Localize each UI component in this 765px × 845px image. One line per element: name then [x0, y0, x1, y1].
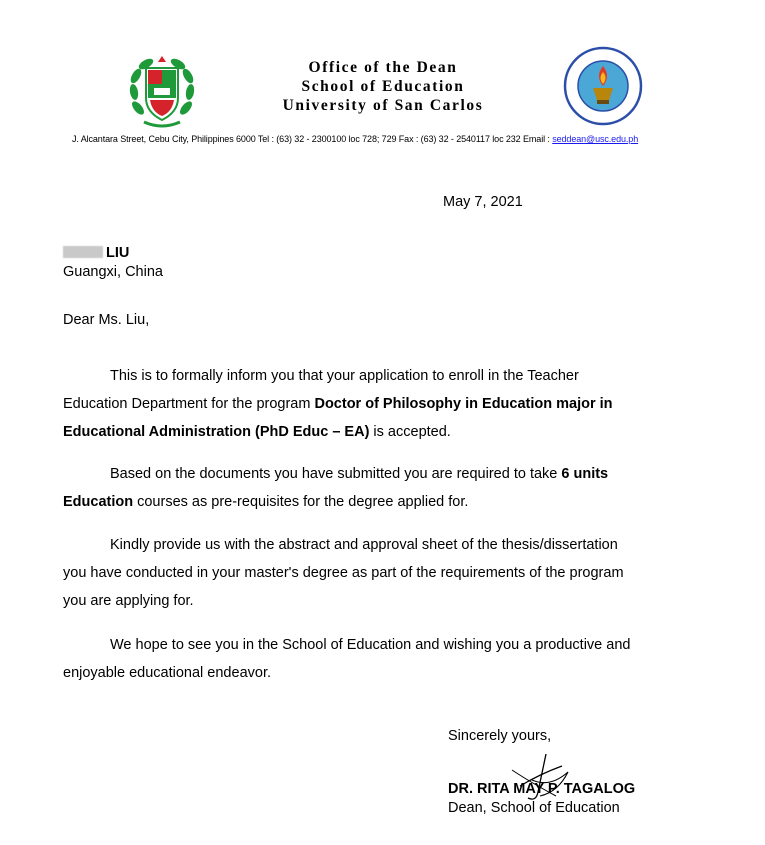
paragraph-line: [63, 488, 703, 516]
paragraph-line: enjoyable educational endeavor.: [63, 665, 271, 681]
program-major-bold: Educational Administration (PhD Educ – EA): [63, 424, 370, 440]
university-title: University of San Carlos: [282, 97, 484, 114]
text-segment: Based on the documents you have submitted you are required to take: [110, 466, 562, 482]
school-of-education-seal-logo: [563, 46, 643, 126]
paragraph-line: Kindly provide us with the abstract and approval sheet of the thesis/dissertation: [110, 537, 618, 553]
text-segment: Education Department for the program: [63, 396, 315, 412]
paragraph-line: We hope to see you in the School of Education and wishing you a productive and: [110, 637, 631, 653]
handwritten-signature: [510, 752, 580, 807]
school-title: School of Education: [301, 78, 465, 95]
recipient-location: Guangxi, China: [63, 264, 163, 280]
paragraph-line: you have conducted in your master's degree as part of the requirements of the program: [63, 565, 624, 581]
office-title: Office of the Dean: [308, 59, 458, 76]
paragraph-line: [63, 418, 703, 446]
paragraph-documents: [63, 531, 703, 615]
paragraph-requirements: [63, 460, 703, 516]
paragraph-line: [63, 390, 703, 418]
redacted-first-name: [63, 246, 103, 258]
text-segment: is accepted.: [369, 424, 451, 440]
letter-date: May 7, 2021: [443, 194, 523, 210]
salutation: Dear Ms. Liu,: [63, 312, 150, 328]
education-bold: Education: [63, 494, 134, 510]
text-segment: courses as pre-requisites for the degree applied for.: [133, 494, 469, 510]
paragraph-closing-wish: [63, 631, 703, 687]
signer-title: Dean, School of Education: [448, 800, 620, 816]
paragraph-line: you are applying for.: [63, 593, 194, 609]
paragraph-line: [63, 460, 703, 488]
email-link[interactable]: seddean@usc.edu.ph: [552, 134, 639, 144]
paragraph-acceptance: [63, 362, 703, 446]
address-text: J. Alcantara Street, Cebu City, Philippines 6000 Tel : (63) 32 - 2300100 loc 728; 729 Fax : (63) 32 - 2540117 loc 232 Email :: [72, 134, 553, 144]
recipient-surname: LIU: [106, 245, 130, 261]
recipient-name: [63, 245, 129, 261]
closing-phrase: Sincerely yours,: [448, 728, 552, 744]
units-bold: 6 units: [561, 466, 609, 482]
contact-address-line: [72, 134, 712, 144]
paragraph-line: This is to formally inform you that your application to enroll in the Teacher: [110, 368, 579, 384]
office-header: [215, 58, 551, 115]
university-seal-logo: [124, 52, 200, 128]
program-name-bold: Doctor of Philosophy in Education major in: [314, 396, 613, 412]
signer-name: DR. RITA MAY P. TAGALOG: [448, 781, 636, 797]
